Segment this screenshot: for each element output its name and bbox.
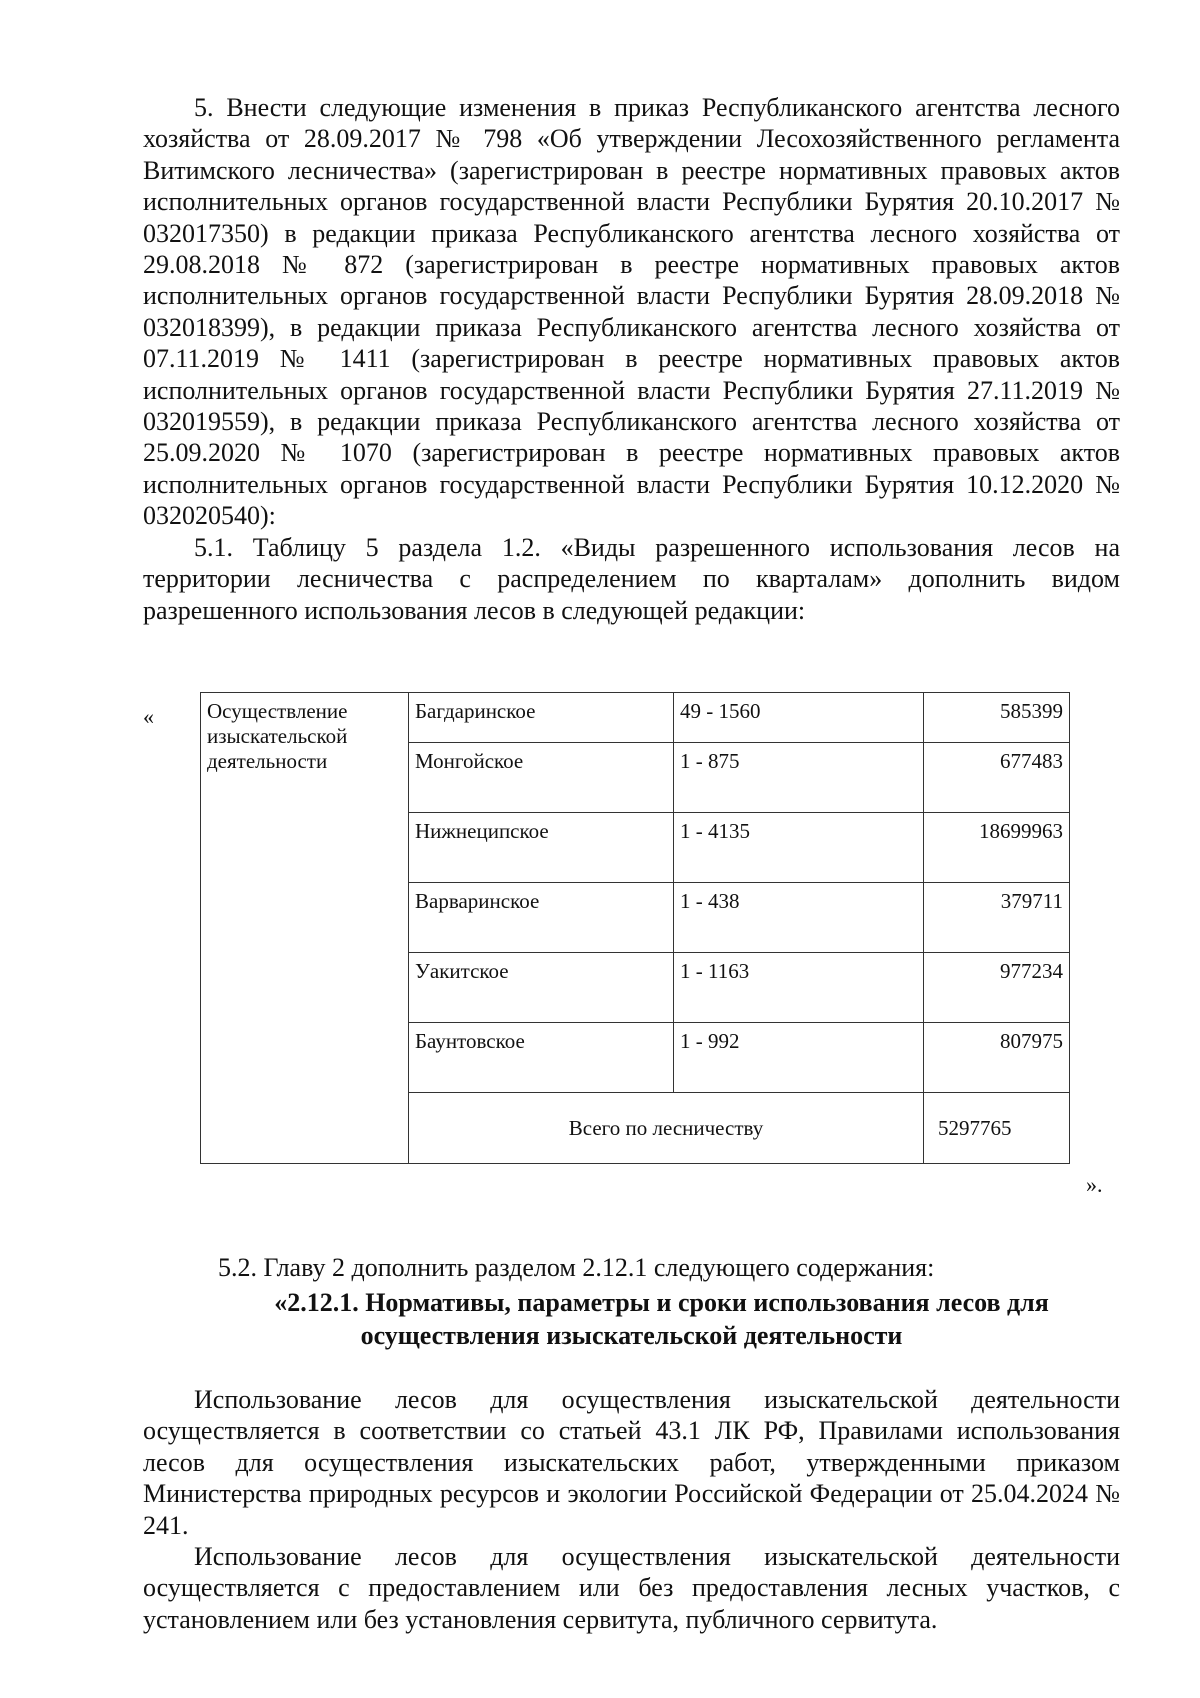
forestry-name-cell: Монгойское: [409, 743, 674, 813]
quarter-range-cell: 1 - 438: [674, 883, 924, 953]
forest-use-table-block: [143, 692, 1120, 1207]
section-5-paragraph: 5. Внести следующие изменения в приказ Республиканского агентства лесного хозяйства от 28.09.2017 № 798 «Об утверждении Лесохозяйственного регламента Витимского лесничества» (зарегистрирован в реестре нормативных правовых актов исполнительных органов государственной власти Республики Бурятия 20.10.2017 № 032017350) в редакции приказа Республиканского агентства лесного хозяйства от 29.08.2018 № 872 (зарегистрирован в реестре нормативных правовых актов исполнительных органов государственной власти Республики Бурятия 28.09.2018 № 032018399), в редакции приказа Республиканского агентства лесного хозяйства от 07.11.2019 № 1411 (зарегистрирован в реестре нормативных правовых актов исполнительных органов государственной власти Республики Бурятия 27.11.2019 № 032019559), в редакции приказа Республиканского агентства лесного хозяйства от 25.09.2020 № 1070 (зарегистрирован в реестре нормативных правовых актов исполнительных органов государственной власти Республики Бурятия 10.12.2020 № 032020540):: [143, 93, 1120, 531]
area-value-cell: 379711: [924, 883, 1070, 953]
area-value-cell: 677483: [924, 743, 1070, 813]
forestry-name-cell: Уакитское: [409, 953, 674, 1023]
forestry-name-cell: Варваринское: [409, 883, 674, 953]
table-row: [201, 693, 1070, 743]
quarter-range-cell: 1 - 4135: [674, 813, 924, 883]
area-value-cell: 585399: [924, 693, 1070, 743]
body-paragraph-2: Использование лесов для осуществления изыскательской деятельности осуществляется с предоставлением или без предоставления лесных участков, с установлением или без установления сервитута, публичного сервитута.: [143, 1542, 1120, 1634]
section-5: [143, 92, 1120, 626]
body-paragraph-1: Использование лесов для осуществления изыскательской деятельности осуществляется в соответствии со статьей 43.1 ЛК РФ, Правилами использования лесов для осуществления изыскательских работ, утвержденными приказом Министерства природных ресурсов и экологии Российской Федерации от 25.04.2024 № 241.: [143, 1385, 1120, 1540]
quarter-range-cell: 1 - 992: [674, 1023, 924, 1093]
section-2-12-1-body: [143, 1384, 1120, 1635]
forestry-name-cell: Баунтовское: [409, 1023, 674, 1093]
heading-line-2: осуществления изыскательской деятельности: [360, 1321, 903, 1350]
table-open-quote: «: [143, 704, 154, 729]
forestry-name-cell: Багдаринское: [409, 693, 674, 743]
area-value-cell: 807975: [924, 1023, 1070, 1093]
activity-cell: Осуществление изыскательской деятельности: [201, 693, 409, 1164]
total-label-cell: Всего по лесничеству: [409, 1093, 924, 1164]
forest-use-table: [200, 692, 1070, 1164]
total-value-cell: 5297765: [924, 1093, 1070, 1164]
quarter-range-cell: 1 - 1163: [674, 953, 924, 1023]
section-2-12-1-heading: [143, 1286, 1120, 1352]
area-value-cell: 18699963: [924, 813, 1070, 883]
section-5-1-paragraph: 5.1. Таблицу 5 раздела 1.2. «Виды разрешенного использования лесов на территории лесничества с распределением по кварталам» дополнить видом разрешенного использования лесов в следующей редакции:: [143, 532, 1120, 625]
quarter-range-cell: 1 - 875: [674, 743, 924, 813]
section-5-2-intro: 5.2. Главу 2 дополнить разделом 2.12.1 следующего содержания:: [218, 1253, 935, 1282]
heading-line-1: «2.12.1. Нормативы, параметры и сроки использования лесов для: [274, 1288, 1049, 1317]
quarter-range-cell: 49 - 1560: [674, 693, 924, 743]
area-value-cell: 977234: [924, 953, 1070, 1023]
forestry-name-cell: Нижнеципское: [409, 813, 674, 883]
table-close-quote: ».: [1086, 1172, 1103, 1197]
